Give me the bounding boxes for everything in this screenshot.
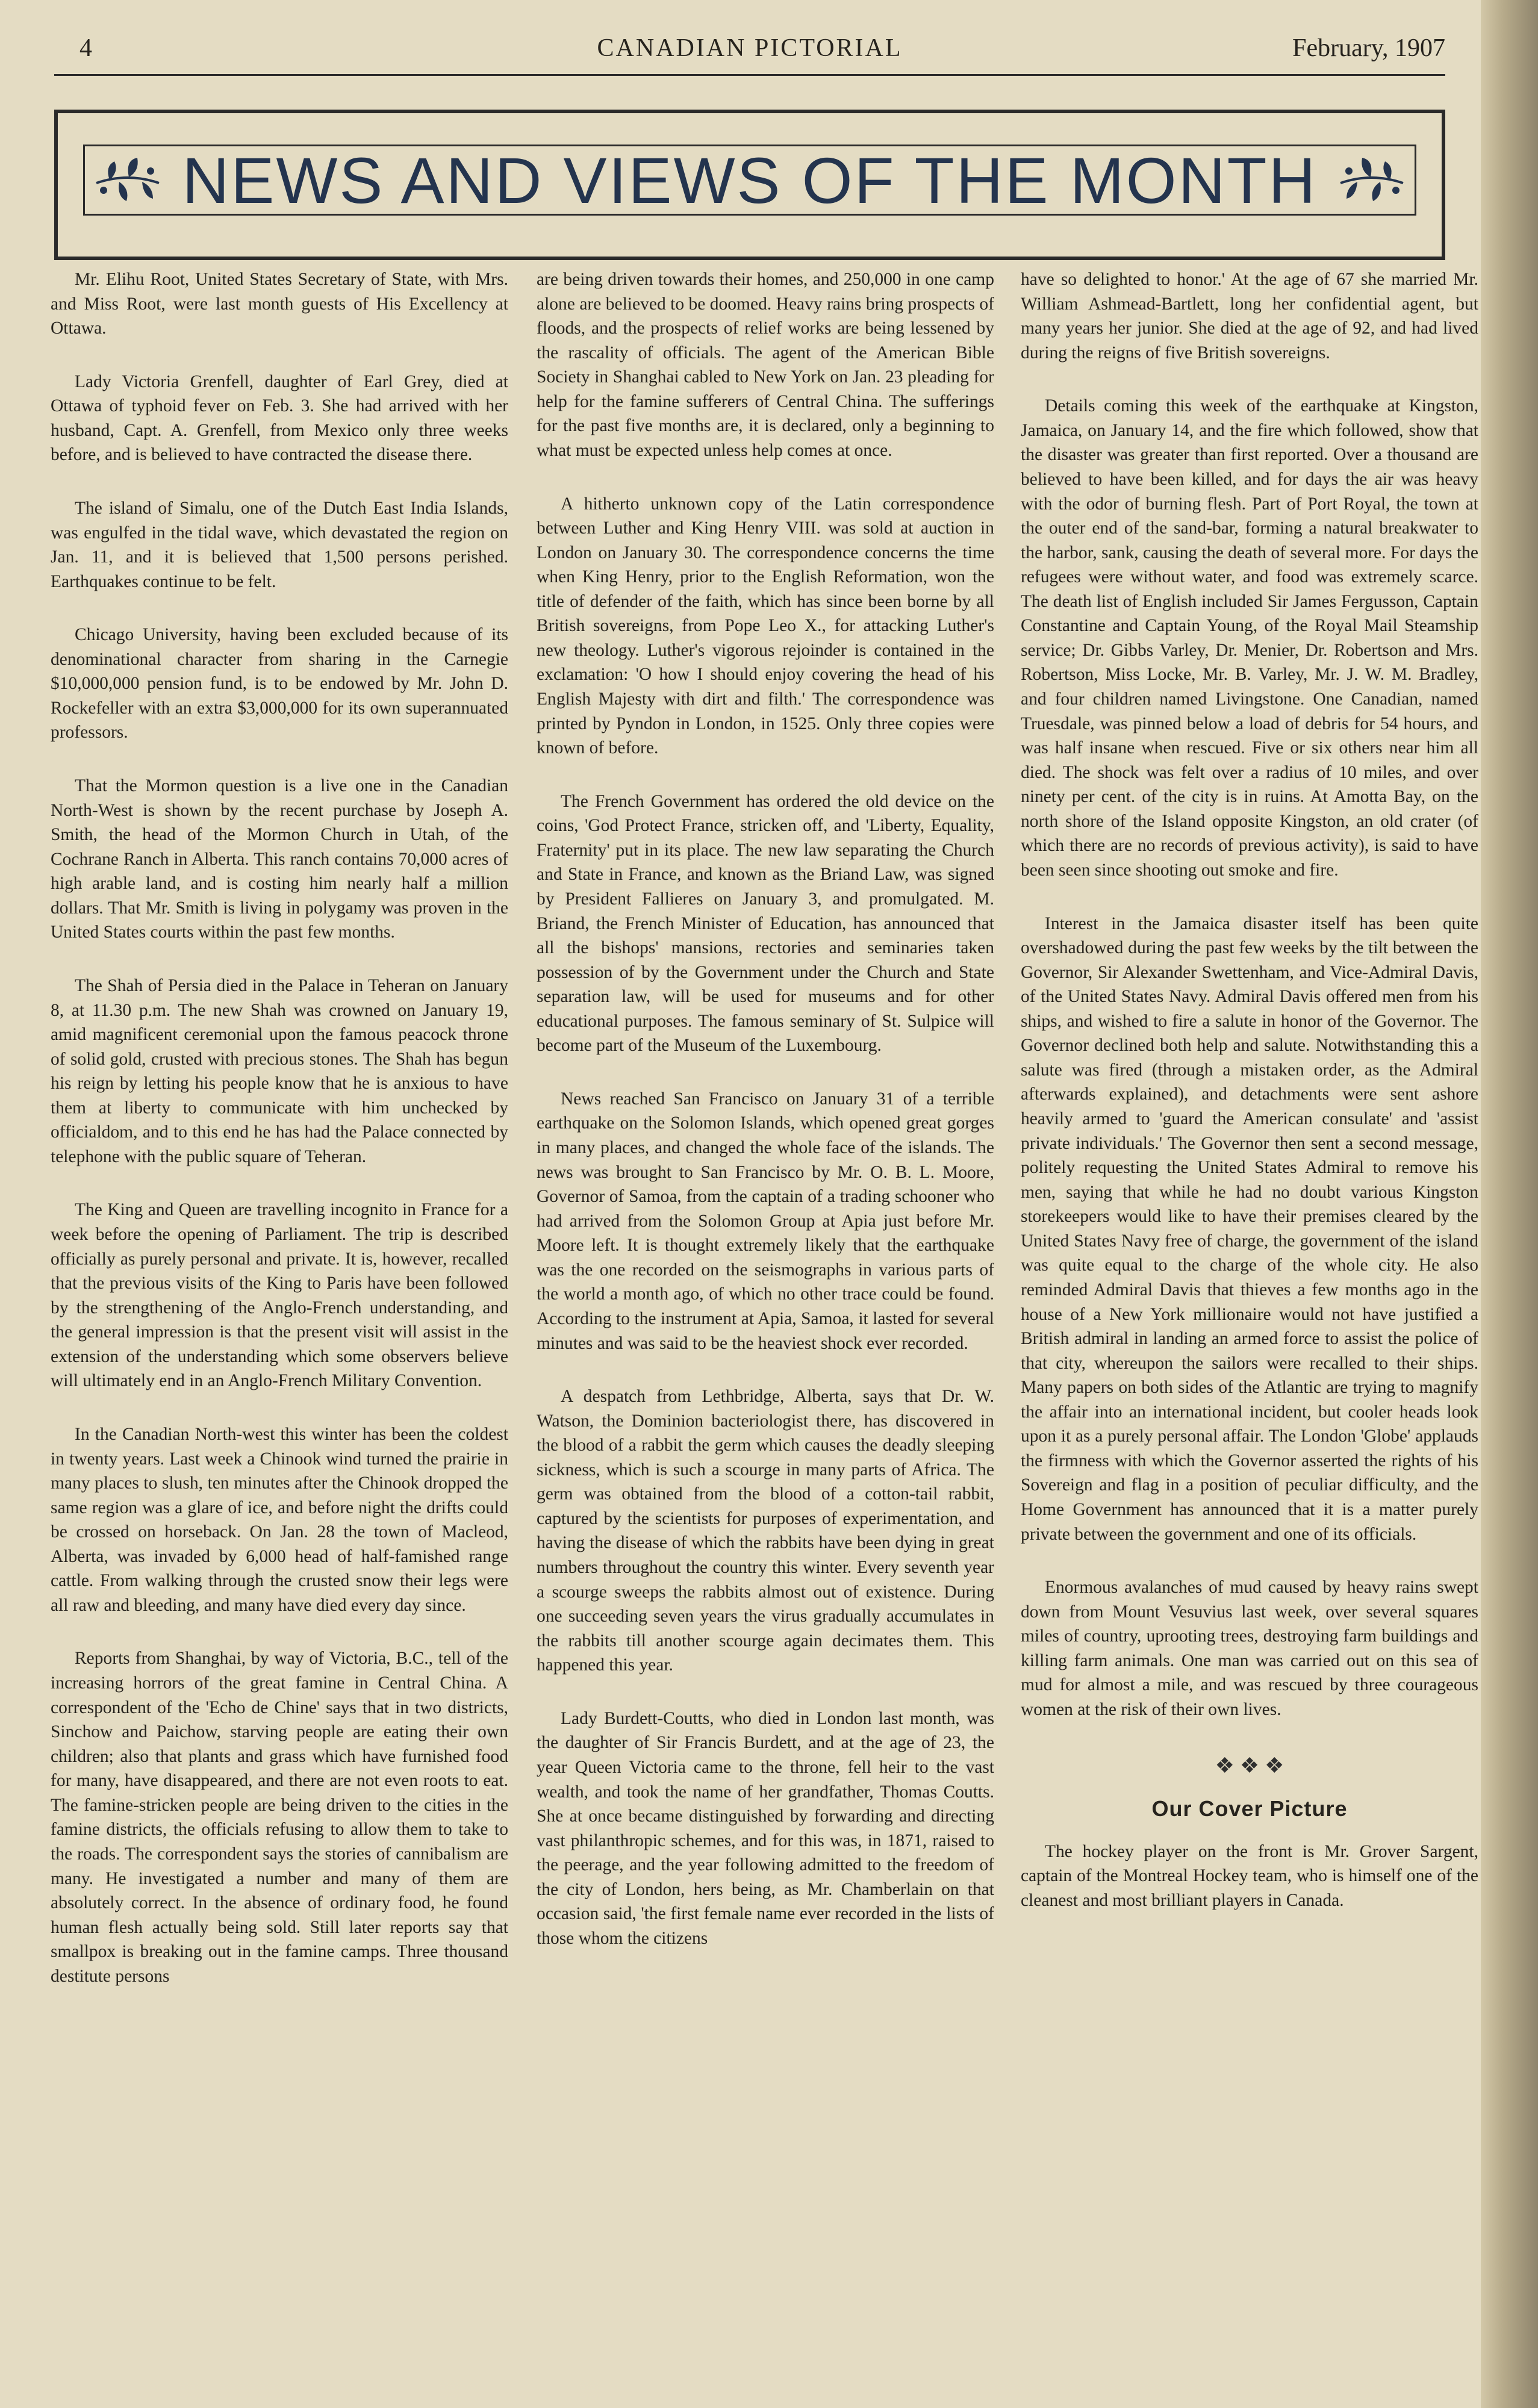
news-paragraph: A hitherto unknown copy of the Latin correspondence between Luther and King Henry VIII. was sold at auction in London on January 30. The correspondence concerns the time when King Henry, prior to the English Reformation, won the title of defender of the faith, which has since been borne by all British sovereigns, from Pope Leo X., for attacking Luther's new theology. Luther's vigorous rejoinder is contained in the exclamation: 'O how I should enjoy covering the head of his English Majesty with dirt and filth.' The correspondence was printed by Pyndon in London, in 1525. Only three copies were known of before. — [537, 494, 994, 758]
news-paragraph: News reached San Francisco on January 31 of a terrible earthquake on the Solomon Islands, which opened great gorges in many places, and changed the whole face of the islands. The news was brought to San Francisco by Mr. O. B. L. Moore, Governor of Samoa, from the captain of a trading schooner who had arrived from the Solomon Group at Apia just before Mr. Moore left. It is thought extremely likely that the earthquake was the one recorded on the seismographs in various parts of the world a month ago, of which no other trace could be found. According to the instrument at Apia, Samoa, it lasted for several minutes and was said to be the heaviest shock ever recorded. — [537, 1089, 994, 1353]
news-paragraph: Lady Victoria Grenfell, daughter of Earl Grey, died at Ottawa of typhoid fever on Feb. 3. She had arrived with her husband, Capt. A. Grenfell, from Mexico only three weeks before, and is believed to have contracted the disease there. — [51, 372, 508, 465]
page-number: 4 — [79, 34, 92, 62]
section-banner — [54, 110, 1445, 260]
news-paragraph: have so delighted to honor.' At the age of 67 she married Mr. William Ashmead-Bartlett, long her confidential agent, but many years her junior. She died at the age of 92, and had lived during the reigns of five British sovereigns. — [1021, 270, 1478, 362]
running-header — [54, 29, 1445, 76]
publication-name: CANADIAN PICTORIAL — [597, 34, 903, 62]
news-paragraph: A despatch from Lethbridge, Alberta, says that Dr. W. Watson, the Dominion bacteriologist there, has discovered in the blood of a rabbit the germ which causes the deadly sleeping sickness, which is such a scourge in many parts of Africa. The germ was obtained from the blood of a cotton-tail rabbit, captured by the scientists for purposes of experimentation, and having the disease of which the rabbits have been dying in great numbers throughout the country this winter. Every seventh year a scourge sweeps the rabbits almost out of existence. During one succeeding seven years the virus gradually accumulates in the rabbits till another scourge again decimates them. This happened this year. — [537, 1387, 994, 1675]
ornament-divider: ❖ ❖ ❖ — [1215, 1753, 1284, 1778]
vine-leaf-icon — [1336, 153, 1408, 207]
page-binding-edge — [1481, 0, 1538, 2408]
cover-picture-caption: The hockey player on the front is Mr. Grover Sargent, captain of the Montreal Hockey team, who is himself one of the cleanest and most brilliant players in Canada. — [1021, 1841, 1478, 1910]
news-paragraph: The King and Queen are travelling incognito in France for a week before the opening of Parliament. The trip is described officially as purely personal and private. It is, however, recalled that the previous visits of the King to Paris have been followed by the strengthening of the Anglo-French understanding, and the general impression is that the present visit will assist in the extension of the understanding which some observers believe will ultimately end in an Anglo-French Military Convention. — [51, 1200, 508, 1391]
news-paragraph: Mr. Elihu Root, United States Secretary of State, with Mrs. and Miss Root, were last month guests of His Excellency at Ottawa. — [51, 270, 508, 338]
news-paragraph: The Shah of Persia died in the Palace in Teheran on January 8, at 11.30 p.m. The new Shah was crowned on January 19, amid magnificent ceremonial upon the famous peacock throne of solid gold, crusted with precious stones. The Shah has begun his reign by letting his people know that he is anxious to have them at liberty to communicate with him unchecked by officialdom, and to this end he has had the Palace connected by telephone with the public square of Teheran. — [51, 975, 508, 1166]
news-paragraph: Enormous avalanches of mud caused by heavy rains swept down from Mount Vesuvius last week, over several squares miles of country, uprooting trees, destroying farm buildings and killing farm animals. One man was carried out on this sea of mud for almost a mile, and was rescued by three courageous women at the risk of their own lives. — [1021, 1578, 1478, 1719]
section-title: NEWS AND VIEWS OF THE MONTH — [182, 143, 1318, 217]
news-paragraph: Interest in the Jamaica disaster itself has been quite overshadowed during the past few weeks by the tilt between the Governor, Sir Alexander Swettenham, and Vice-Admiral Davis, of the United States Navy. Admiral Davis offered men from his ships, and wished to fire a salute in honor of the Governor. The Governor declined both help and salute. Notwithstanding this a salute was fired (through a mistaken order, as the Admiral afterwards explained), and detachments were sent ashore heavily armed to 'guard the American consulate' and 'assist private individuals.' The Governor then sent a second message, politely requesting the United States Admiral to remove his men, saying that while he had no doubt various Kingston storekeepers would like to have their premises cleared by the United States Navy free of charge, the government of the island was quite equal to the charge of the whole city. He also reminded Admiral Davis that thieves a few months ago in the house of a New York millionaire would not have justified a British admiral in landing an armed force to assist the police of that city, whereupon the sailors were recalled to their ships. Many papers on both sides of the Atlantic are trying to magnify the affair into an international incident, but cooler heads look upon it as a purely personal affair. The London 'Globe' applauds the firmness with which the Governor asserted the rights of his Sovereign and flag in a position of peculiar difficulty, and the Home Government has announced that it is a matter purely private between the government and one of its officials. — [1021, 913, 1478, 1544]
news-paragraph: The French Government has ordered the old device on the coins, 'God Protect France, stricken off, and 'Liberty, Equality, Fraternity' put in its place. The new law separating the Church and State in France, and known as the Briand Law, was signed by President Fallieres on January 3, and promulgated. M. Briand, the French Minister of Education, has announced that all the bishops' mansions, rectories and seminaries taken possession of by the Government under the Church and State separation law, will be used for museums and for other educational purposes. The famous seminary of St. Sulpice will become part of the Museum of the Luxembourg. — [537, 791, 994, 1056]
issue-date: February, 1907 — [1292, 34, 1445, 62]
cover-picture-heading: Our Cover Picture — [1151, 1796, 1348, 1821]
news-paragraph: In the Canadian North-west this winter has been the coldest in twenty years. Last week a Chinook wind turned the prairie in many places to slush, ten minutes after the Chinook dropped the same region was a glare of ice, and before night the drifts could be crossed on horseback. On Jan. 28 the town of Macleod, Alberta, was invaded by 6,000 head of half-famished range cattle. From walking through the crusted snow their legs were all raw and bleeding, and many have died every day since. — [51, 1424, 508, 1615]
article-column-3 — [1021, 267, 1478, 1941]
article-column-1 — [51, 267, 508, 2017]
news-paragraph: The island of Simalu, one of the Dutch East India Islands, was engulfed in the tidal wave, which devastated the region on Jan. 11, and it is believed that 1,500 persons perished. Earthquakes continue to be felt. — [51, 498, 508, 591]
news-paragraph: Lady Burdett-Coutts, who died in London last month, was the daughter of Sir Francis Burdett, and at the age of 23, the year Queen Victoria came to the throne, fell heir to the vast wealth, and took the name of her grandfather, Thomas Coutts. She at once became distinguished by forwarding and directing vast philanthropic schemes, and for this was, in 1871, raised to the peerage, and the year following admitted to the freedom of the city of London, hers being, as Mr. Chamberlain on that occasion said, 'the first female name ever recorded in the lists of those whom the citizens — [537, 1708, 994, 1948]
news-paragraph: are being driven towards their homes, and 250,000 in one camp alone are believed to be doomed. Heavy rains bring prospects of floods, and the prospects of relief works are being lessened by the rascality of officials. The agent of the American Bible Society in Shanghai cabled to New York on Jan. 23 pleading for help for the famine sufferers of Central China. The sufferings for the past five months are, it is declared, only a beginning to what must be expected unless help comes at once. — [537, 270, 994, 460]
news-paragraph: Reports from Shanghai, by way of Victoria, B.C., tell of the increasing horrors of the great famine in Central China. A correspondent of the 'Echo de Chine' says that in two districts, Sinchow and Paichow, starving people are eating their own children; also that plants and grass which have furnished food for many, have disappeared, and there are not even roots to eat. The famine-stricken people are being driven to the cities in the famine districts, the officials refusing to allow them to take to the roads. The correspondent says the stories of cannibalism are many. He investigated a number and many of them are absolutely correct. In the absence of ordinary food, he found human flesh actually being sold. Still later reports say that smallpox is breaking out in the famine camps. Three thousand destitute persons — [51, 1649, 508, 1986]
news-paragraph: Details coming this week of the earthquake at Kingston, Jamaica, on January 14, and the fire which followed, show that the disaster was greater than first reported. Over a thousand are believed to have been killed, and for days the air was heavy with the odor of burning flesh. Part of Port Royal, the town at the outer end of the sand-bar, forming a natural breakwater to the harbor, sank, causing the death of several more. For days the refugees were without water, and food was extremely scarce. The death list of English included Sir James Fergusson, Captain Constantine and Captain Young, of the Royal Mail Steamship service; Dr. Gibbs Varley, Dr. Menier, Dr. Robertson and Mrs. Robertson, Miss Locke, Mr. B. Varley, Mr. J. W. M. Bradley, and four children named Livingstone. One Canadian, named Truesdale, was pinned below a load of debris for 54 hours, and was half insane when rescued. Five or six others near him all died. The shock was felt over a radius of 10 miles, and over ninety per cent. of the city is in ruins. At Amotta Bay, on the north shore of the Island opposite Kingston, an old crater (of which there are no records of previous activity), is said to have been seen since shooting out smoke and fire. — [1021, 396, 1478, 880]
section-banner-inner — [83, 145, 1416, 216]
news-paragraph: Chicago University, having been excluded because of its denominational character from sharing in the Carnegie $10,000,000 pension fund, is to be endowed by Mr. John D. Rockefeller with an extra $3,000,000 for its own superannuated professors. — [51, 625, 508, 742]
vine-leaf-icon — [92, 153, 164, 207]
article-column-2 — [537, 267, 994, 1979]
news-paragraph: That the Mormon question is a live one in the Canadian North-West is shown by the recent purchase by Joseph A. Smith, the head of the Mormon Church in Utah, of the Cochrane Ranch in Alberta. This ranch contains 70,000 acres of high arable land, and is costing him nearly half a million dollars. That Mr. Smith is living in polygamy was proven in the United States courts within the past few months. — [51, 776, 508, 942]
